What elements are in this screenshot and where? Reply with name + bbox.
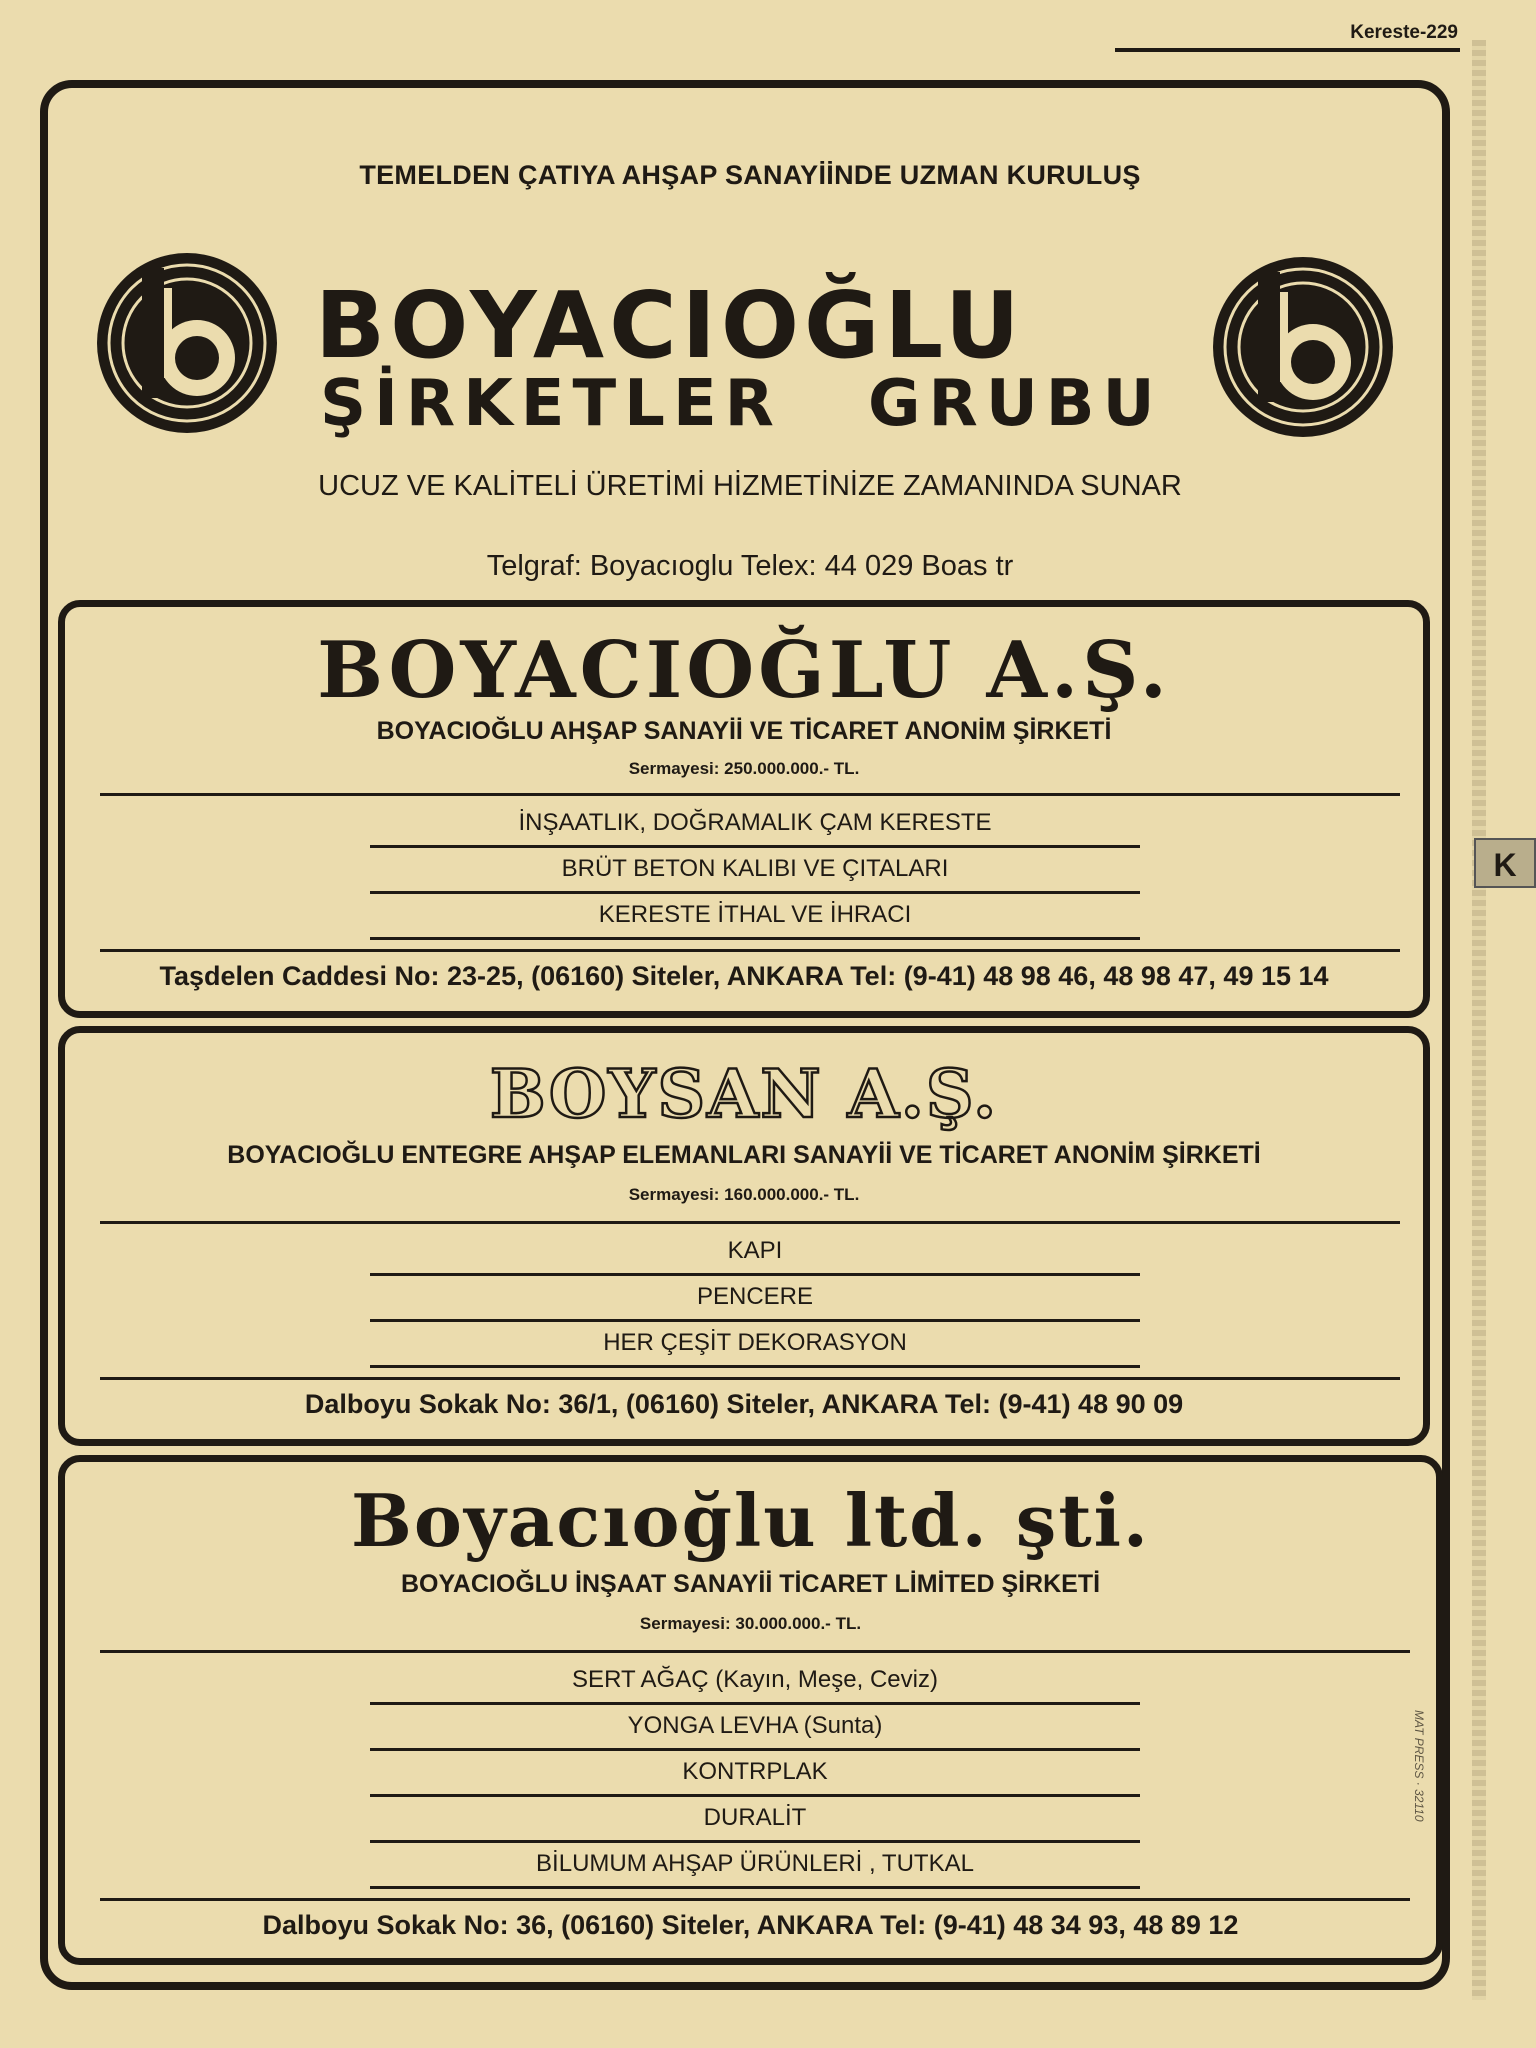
boyacioglu-logo-icon xyxy=(1208,252,1398,442)
company-full-name: BOYACIOĞLU ENTEGRE AHŞAP ELEMANLARI SANAYİİ VE TİCARET ANONİM ŞİRKETİ xyxy=(227,1141,1261,1169)
group-subtitle xyxy=(320,367,1200,441)
page-header: Kereste-229 xyxy=(1350,22,1458,43)
ad-contact: Telgraf: Boyacıoglu Telex: 44 029 Boas tr xyxy=(486,550,1014,582)
divider xyxy=(100,1377,1400,1380)
group-subtitle-2: GRUBU xyxy=(868,367,1163,441)
company-capital: Sermayesi: 250.000.000.- TL. xyxy=(628,759,860,778)
divider xyxy=(100,1898,1410,1901)
product-item: SERT AĞAÇ (Kayın, Meşe, Ceviz) xyxy=(370,1658,1140,1705)
boyacioglu-logo-icon xyxy=(92,248,282,438)
group-name: BOYACIOĞLU xyxy=(315,272,1025,379)
group-subtitle-1: ŞİRKETLER xyxy=(320,367,782,441)
company-name: Boyacıoğlu ltd. şti. xyxy=(351,1478,1150,1563)
divider xyxy=(100,793,1400,796)
ad-slogan: UCUZ VE KALİTELİ ÜRETİMİ HİZMETİNİZE ZAMANINDA SUNAR xyxy=(318,470,1182,502)
company-name: BOYACIOĞLU A.Ş. xyxy=(317,625,1171,716)
product-item: BİLUMUM AHŞAP ÜRÜNLERİ , TUTKAL xyxy=(370,1842,1140,1889)
product-item: KAPI xyxy=(370,1229,1140,1276)
index-tab[interactable]: K xyxy=(1474,838,1536,888)
company-address: Taşdelen Caddesi No: 23-25, (06160) Siteler, ANKARA Tel: (9-41) 48 98 46, 48 98 47, 49 15 14 xyxy=(159,961,1329,991)
product-item: İNŞAATLIK, DOĞRAMALIK ÇAM KERESTE xyxy=(370,801,1140,848)
product-item: BRÜT BETON KALIBI VE ÇITALARI xyxy=(370,847,1140,894)
divider xyxy=(100,949,1400,952)
company-name: BOYSAN A.Ş. xyxy=(489,1055,999,1133)
company-capital: Sermayesi: 160.000.000.- TL. xyxy=(628,1185,860,1204)
company-address: Dalboyu Sokak No: 36/1, (06160) Siteler, ANKARA Tel: (9-41) 48 90 09 xyxy=(304,1389,1184,1419)
company-boysan-as xyxy=(58,1026,1430,1446)
side-print: MAT PRESS · 32110 xyxy=(1412,1710,1426,1822)
product-item: YONGA LEVHA (Sunta) xyxy=(370,1704,1140,1751)
ad-tagline: TEMELDEN ÇATIYA AHŞAP SANAYİİNDE UZMAN KURULUŞ xyxy=(359,160,1141,190)
product-item: HER ÇEŞİT DEKORASYON xyxy=(370,1321,1140,1368)
product-item: PENCERE xyxy=(370,1275,1140,1322)
company-boyacioglu-ltd xyxy=(58,1455,1443,1965)
divider xyxy=(100,1650,1410,1653)
company-full-name: BOYACIOĞLU AHŞAP SANAYİİ VE TİCARET ANONİM ŞİRKETİ xyxy=(376,717,1112,745)
company-address: Dalboyu Sokak No: 36, (06160) Siteler, ANKARA Tel: (9-41) 48 34 93, 48 89 12 xyxy=(262,1910,1239,1940)
product-item: KONTRPLAK xyxy=(370,1750,1140,1797)
product-item: KERESTE İTHAL VE İHRACI xyxy=(370,893,1140,940)
company-boyacioglu-as xyxy=(58,600,1430,1018)
product-item: DURALİT xyxy=(370,1796,1140,1843)
company-full-name: BOYACIOĞLU İNŞAAT SANAYİİ TİCARET LİMİTED ŞİRKETİ xyxy=(400,1570,1101,1598)
company-capital: Sermayesi: 30.000.000.- TL. xyxy=(639,1614,862,1633)
divider xyxy=(100,1221,1400,1224)
page-edge-strip xyxy=(1472,40,1486,2000)
header-rule xyxy=(1115,48,1460,52)
